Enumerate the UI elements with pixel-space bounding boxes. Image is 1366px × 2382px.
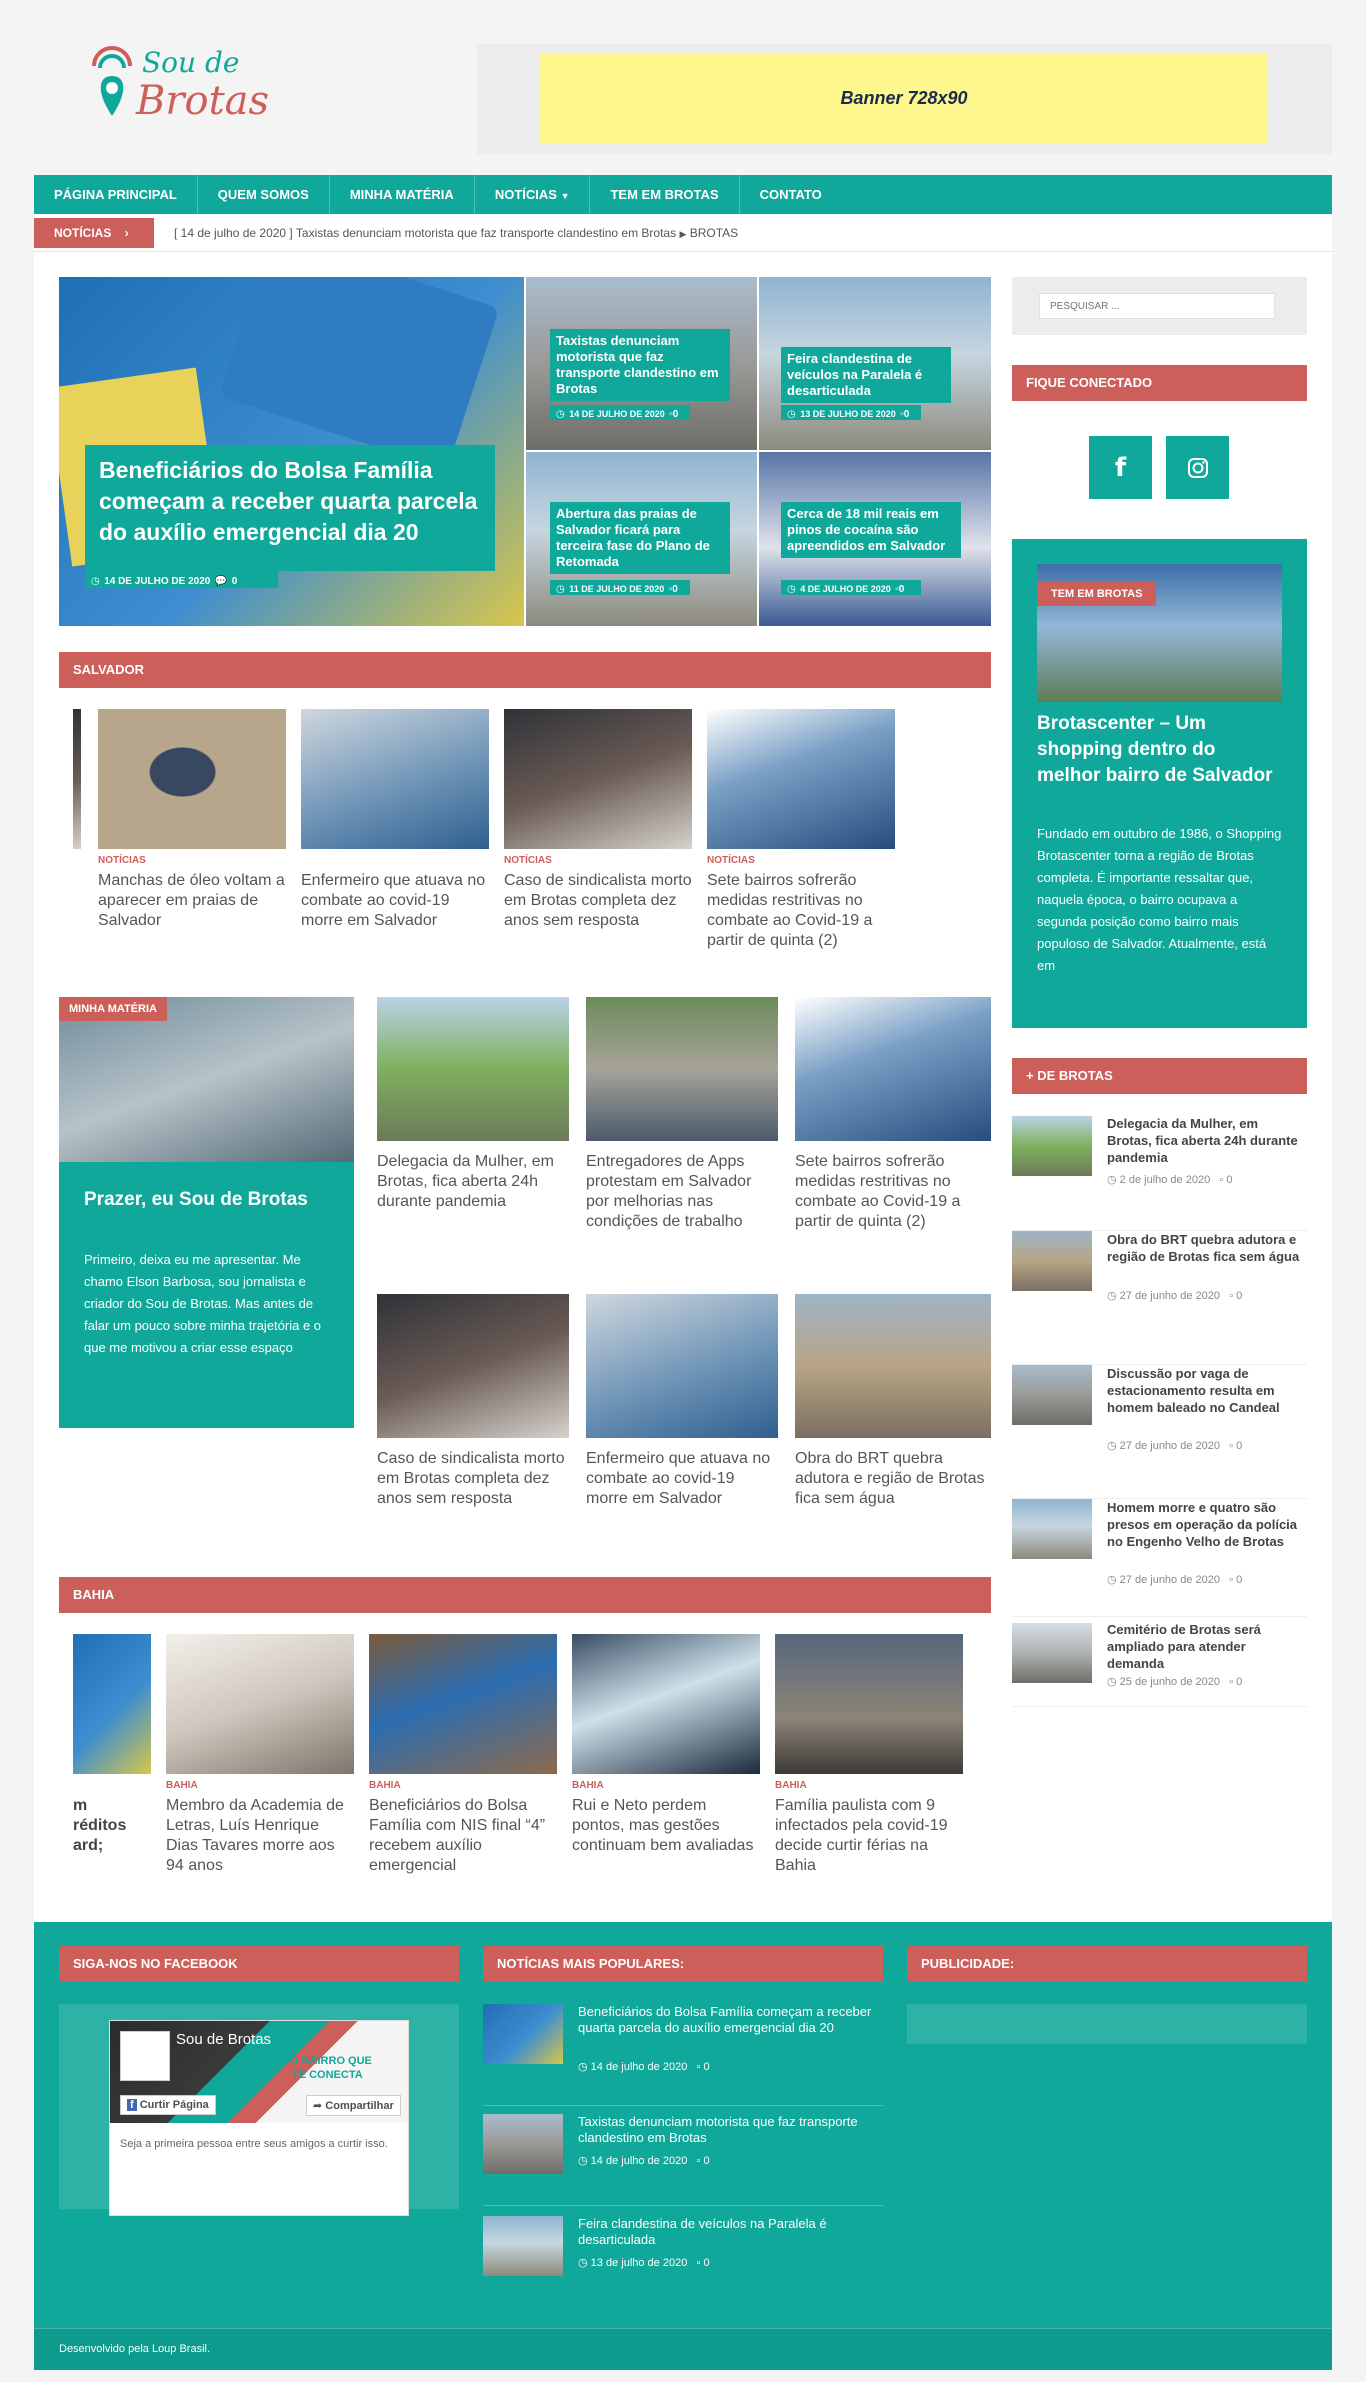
feature-image — [1037, 564, 1282, 702]
location-pin-icon — [84, 42, 140, 120]
clock-icon: ◷ — [91, 576, 100, 587]
hero-grid-date: 4 DE JULHO DE 2020 — [800, 584, 891, 594]
hero-grid-meta — [550, 405, 690, 420]
fb-slogan-2: TE CONECTA — [292, 2069, 363, 2081]
comment-icon: ▫ — [696, 2257, 701, 2269]
social-box — [1012, 410, 1307, 510]
salvador-carousel — [73, 709, 978, 959]
article-category: BAHIA — [572, 1780, 604, 1791]
article-category: BAHIA — [369, 1780, 401, 1791]
minha-materia-grid — [377, 997, 991, 1537]
sidebar-list-item[interactable] — [1012, 1499, 1307, 1617]
article-comments: 0 — [1226, 1174, 1233, 1186]
nav-noticias-label: NOTÍCIAS — [494, 187, 557, 202]
comment-icon: ▫ — [696, 2061, 701, 2073]
facebook-widget-box — [59, 2004, 459, 2209]
comment-icon: ▫ — [668, 584, 673, 595]
popular-item[interactable] — [483, 2004, 883, 2106]
section-heading-bahia — [59, 1577, 991, 1613]
feature-excerpt: Primeiro, deixa eu me apresentar. Me chamo Elson Barbosa, sou jornalista e criador do Sou de Brotas. Mas antes de falar um pouco sobre minha trajetória e o que me motivou a criar esse espaço — [84, 1252, 322, 1355]
article-category: NOTÍCIAS — [98, 855, 146, 866]
sidebar-more-list — [1012, 1113, 1307, 1713]
nav-minha-materia[interactable]: MINHA MATÉRIA — [330, 175, 475, 214]
clock-icon: ◷ — [556, 409, 565, 420]
article-comments: 0 — [1236, 1290, 1243, 1302]
article-category: NOTÍCIAS — [504, 855, 552, 866]
hero-grid-comments: 0 — [672, 409, 679, 420]
article-title: Cemitério de Brotas será ampliado para atender demanda — [1107, 1622, 1261, 1671]
instagram-button[interactable] — [1166, 436, 1229, 499]
site-logo[interactable] — [84, 42, 324, 132]
article-image — [572, 1634, 760, 1774]
footer — [34, 1922, 1332, 2328]
article-comments: 0 — [1236, 1676, 1243, 1688]
article-thumb — [483, 2216, 563, 2276]
sidebar-more-heading-text: + DE BROTAS — [1026, 1068, 1113, 1083]
section-heading-text: BAHIA — [73, 1587, 115, 1602]
footer-ads-heading — [907, 1946, 1307, 1982]
hero-main-title-text: Beneficiários do Bolsa Família começam a receber quarta parcela do auxílio emergencial dia 20 — [99, 457, 478, 545]
sidebar-list-item[interactable] — [1012, 1365, 1307, 1499]
article-date: 14 de julho de 2020 — [590, 2061, 688, 2073]
hero-main-title — [85, 445, 495, 571]
article-title: Beneficiários do Bolsa Família começam a receber quarta parcela do auxílio emergencial dia 20 — [578, 2004, 872, 2035]
comment-icon: ▫ — [669, 409, 673, 420]
hero-main[interactable] — [59, 277, 524, 626]
article-thumb — [1012, 1116, 1092, 1176]
banner-label: Banner 728x90 — [840, 87, 968, 108]
comment-icon: ▫ — [1229, 1290, 1234, 1302]
article-date: 27 de junho de 2020 — [1119, 1290, 1220, 1302]
hero-grid-item[interactable] — [759, 277, 991, 450]
hero-grid-title — [781, 502, 961, 558]
article-category: BAHIA — [775, 1780, 807, 1791]
popular-list — [483, 2004, 883, 2304]
article-comments: 0 — [703, 2155, 710, 2167]
article-meta — [1107, 1675, 1242, 1688]
article-title: Discussão por vaga de estacionamento resulta em homem baleado no Candeal — [1107, 1366, 1280, 1415]
article-image — [73, 1634, 151, 1774]
comment-icon: ▫ — [1229, 1574, 1234, 1586]
clock-icon: ◷ — [787, 584, 796, 595]
hero-grid-title-text: Taxistas denunciam motorista que faz transporte clandestino em Brotas — [556, 333, 719, 396]
clock-icon: ◷ — [1107, 1290, 1117, 1302]
comment-icon: 💬 — [214, 576, 228, 587]
article-title: Sete bairros sofrerão medidas restritivas no combate ao Covid-19 a partir de quinta (2) — [795, 1153, 961, 1230]
article-thumb — [483, 2114, 563, 2174]
article-title: Obra do BRT quebra adutora e região de Brotas fica sem água — [1107, 1232, 1300, 1264]
article-title: Feira clandestina de veículos na Paralela é desarticulada — [578, 2216, 827, 2247]
article-meta — [578, 2154, 710, 2167]
fb-page-avatar — [120, 2031, 170, 2081]
ticker-label — [34, 218, 154, 248]
instagram-icon — [1187, 457, 1209, 479]
comment-icon: ▫ — [1219, 1174, 1224, 1186]
article-title: Caso de sindicalista morto em Brotas completa dez anos sem resposta — [504, 872, 692, 929]
facebook-page-plugin[interactable] — [109, 2020, 409, 2216]
fb-like-button[interactable] — [120, 2095, 216, 2115]
article-image — [98, 709, 286, 849]
logo-line-1: Sou de — [142, 46, 240, 79]
clock-icon: ◷ — [578, 2061, 588, 2073]
nav-about[interactable]: QUEM SOMOS — [198, 175, 330, 214]
article-date: 14 de julho de 2020 — [590, 2155, 688, 2167]
clock-icon: ◷ — [556, 584, 565, 595]
hero-grid-item[interactable] — [526, 452, 757, 626]
clock-icon: ◷ — [1107, 1440, 1117, 1452]
article-image — [707, 709, 895, 849]
article-image — [369, 1634, 557, 1774]
article-title: Rui e Neto perdem pontos, mas gestões continuam bem avaliadas — [572, 1797, 754, 1854]
hero-grid-title — [781, 347, 951, 403]
sidebar-list-item[interactable] — [1012, 1617, 1307, 1707]
feature-title: Prazer, eu Sou de Brotas — [84, 1189, 308, 1210]
article-image — [586, 1294, 778, 1438]
article-title: Homem morre e quatro são presos em operação da polícia no Engenho Velho de Brotas — [1107, 1500, 1298, 1549]
hero-grid-date: 14 DE JULHO DE 2020 — [569, 409, 665, 419]
hero-grid-comments: 0 — [672, 584, 678, 595]
article-title: Sete bairros sofrerão medidas restritivas no combate ao Covid-19 a partir de quinta (2) — [707, 872, 873, 949]
article-title: Entregadores de Apps protestam em Salvador por melhorias nas condições de trabalho — [586, 1153, 752, 1230]
article-meta — [1107, 1439, 1242, 1452]
hero-main-date: 14 DE JULHO DE 2020 — [104, 576, 211, 587]
article-thumb — [1012, 1231, 1092, 1291]
hero-main-meta — [85, 571, 278, 588]
article-meta — [1107, 1573, 1242, 1586]
article-title: Delegacia da Mulher, em Brotas, fica aberta 24h durante pandemia — [377, 1153, 554, 1210]
article-title: Enfermeiro que atuava no combate ao covid-19 morre em Salvador — [301, 872, 486, 929]
sidebar-connect-heading — [1012, 365, 1307, 401]
article-title: Beneficiários do Bolsa Família com NIS final “4” recebem auxílio emergencial — [369, 1797, 546, 1874]
ticker-label-text: NOTÍCIAS — [54, 226, 112, 240]
sidebar-list-item[interactable] — [1012, 1113, 1307, 1231]
footer-facebook-heading — [59, 1946, 459, 1982]
hero-grid-item[interactable] — [526, 277, 757, 450]
hero-grid-title-text: Abertura das praias de Salvador ficará para terceira fase do Plano de Retomada — [556, 506, 710, 569]
article-title: m réditos ard; — [73, 1797, 127, 1854]
hero-grid-date: 13 DE JULHO DE 2020 — [800, 409, 896, 419]
banner-slot — [477, 44, 1332, 154]
popular-item[interactable] — [483, 2216, 883, 2296]
article-title: Família paulista com 9 infectados pela covid-19 decide curtir férias na Bahia — [775, 1797, 948, 1874]
sidebar-feature[interactable] — [1012, 539, 1307, 1028]
ticker-headline: Taxistas denunciam motorista que faz transporte clandestino em Brotas — [295, 226, 677, 240]
article-image — [586, 997, 778, 1141]
footer-popular-heading-text: NOTÍCIAS MAIS POPULARES: — [497, 1956, 685, 1971]
minha-materia-feature[interactable] — [59, 997, 354, 1428]
article-image — [504, 709, 692, 849]
article-comments: 0 — [703, 2257, 710, 2269]
hero-grid-meta — [550, 580, 690, 595]
section-heading-text: SALVADOR — [73, 662, 145, 677]
carousel-edge-image — [73, 709, 81, 849]
article-image — [377, 997, 569, 1141]
article-image — [795, 1294, 991, 1438]
sidebar-more-heading — [1012, 1058, 1307, 1094]
fb-page-name: Sou de Brotas — [176, 2031, 272, 2048]
article-title: Enfermeiro que atuava no combate ao covid-19 morre em Salvador — [586, 1450, 771, 1507]
comment-icon: ▫ — [696, 2155, 701, 2167]
clock-icon: ◷ — [1107, 1174, 1117, 1186]
ticker-date: [ 14 de julho de 2020 ] — [174, 226, 293, 240]
footer-ad-slot — [907, 2004, 1307, 2044]
comment-icon: ▫ — [895, 584, 899, 595]
footer-credit: Desenvolvido pela Loup Brasil. — [59, 2343, 211, 2355]
article-meta — [1107, 1173, 1232, 1186]
clock-icon: ◷ — [787, 409, 796, 420]
clock-icon: ◷ — [1107, 1574, 1117, 1586]
feature-image — [59, 997, 354, 1162]
hero-grid-date: 11 DE JULHO DE 2020 — [569, 584, 665, 594]
ticker-tag: BROTAS — [689, 226, 739, 240]
nav-noticias[interactable] — [475, 175, 591, 214]
sidebar-connect-heading-text: FIQUE CONECTADO — [1026, 375, 1153, 390]
hero-grid-meta — [781, 580, 921, 595]
clock-icon: ◷ — [1107, 1676, 1117, 1688]
clock-icon: ◷ — [578, 2155, 588, 2167]
hero-grid-comments: 0 — [898, 584, 905, 595]
bahia-carousel — [73, 1634, 978, 1884]
article-image — [795, 997, 991, 1141]
popular-item[interactable] — [483, 2114, 883, 2206]
caret-right-icon: ▶ — [679, 229, 687, 239]
article-image — [301, 709, 489, 849]
main-nav — [34, 175, 1332, 214]
article-meta — [578, 2256, 710, 2269]
clock-icon: ◷ — [578, 2257, 588, 2269]
article-thumb — [483, 2004, 563, 2064]
article-date: 13 de julho de 2020 — [590, 2257, 688, 2269]
feature-excerpt: Fundado em outubro de 1986, o Shopping Brotascenter torna a região de Brotas completa. É importante ressaltar que, naquela época, o bairro ocupava a segunda posição como bairro mais populoso de Salvador. Atualmente, está em — [1037, 826, 1282, 973]
banner-ad[interactable] — [540, 53, 1268, 143]
feature-tag: TEM EM BROTAS — [1037, 582, 1156, 606]
facebook-icon: f — [127, 2099, 137, 2111]
chevron-right-icon: › — [124, 226, 129, 240]
article-comments: 0 — [1236, 1440, 1243, 1452]
fb-friends-text: Seja a primeira pessoa entre seus amigos a curtir isso. — [120, 2138, 388, 2150]
article-date: 27 de junho de 2020 — [1119, 1440, 1220, 1452]
hero-grid-title — [550, 329, 730, 401]
nav-tem-em-brotas[interactable]: TEM EM BROTAS — [590, 175, 739, 214]
article-date: 25 de junho de 2020 — [1119, 1676, 1220, 1688]
sidebar-search-box — [1012, 277, 1307, 335]
article-thumb — [1012, 1499, 1092, 1559]
footer-bottom-bar — [34, 2328, 1332, 2370]
facebook-button[interactable] — [1089, 436, 1152, 499]
fb-share-label: Compartilhar — [325, 2100, 394, 2112]
article-category: BAHIA — [166, 1780, 198, 1791]
article-meta — [1107, 1289, 1242, 1302]
article-date: 2 de julho de 2020 — [1119, 1174, 1211, 1186]
article-title: Obra do BRT quebra adutora e região de Brotas fica sem água — [795, 1450, 985, 1507]
feature-tag: MINHA MATÉRIA — [59, 997, 167, 1021]
ticker-content[interactable] — [174, 218, 738, 248]
article-title: Membro da Academia de Letras, Luís Henrique Dias Tavares morre aos 94 anos — [166, 1797, 344, 1874]
nav-contato[interactable]: CONTATO — [759, 187, 822, 202]
comment-icon: ▫ — [1229, 1676, 1234, 1688]
article-date: 27 de junho de 2020 — [1119, 1574, 1220, 1586]
hero-grid-meta — [781, 405, 921, 420]
hero-grid-comments: 0 — [903, 409, 910, 420]
feature-title: Brotascenter – Um shopping dentro do melhor bairro de Salvador — [1037, 713, 1273, 786]
hero-grid-title-text: Feira clandestina de veículos na Paralela é desarticulada — [787, 351, 923, 398]
logo-line-2: Brotas — [136, 78, 270, 124]
article-image — [775, 1634, 963, 1774]
comment-icon: ▫ — [900, 409, 904, 420]
footer-ads-heading-text: PUBLICIDADE: — [921, 1956, 1015, 1971]
fb-share-button[interactable] — [306, 2095, 401, 2116]
hero-grid-title-text: Cerca de 18 mil reais em pinos de cocaína são apreendidos em Salvador — [787, 506, 946, 553]
article-category: NOTÍCIAS — [707, 855, 755, 866]
site-header — [34, 30, 1332, 170]
article-image — [166, 1634, 354, 1774]
article-thumb — [1012, 1623, 1092, 1683]
article-comments: 0 — [703, 2061, 710, 2073]
fb-slogan-1: O BAIRRO QUE — [290, 2055, 372, 2067]
footer-popular-heading — [483, 1946, 883, 1982]
article-title: Delegacia da Mulher, em Brotas, fica aberta 24h durante pandemia — [1107, 1116, 1298, 1165]
article-title: Taxistas denunciam motorista que faz transporte clandestino em Brotas — [578, 2114, 858, 2145]
section-heading-salvador — [59, 652, 991, 688]
hero-grid — [59, 277, 991, 626]
hero-grid-title — [550, 502, 730, 574]
comment-icon: ▫ — [1229, 1440, 1234, 1452]
fb-like-label: Curtir Página — [139, 2099, 209, 2111]
article-title: Caso de sindicalista morto em Brotas completa dez anos sem resposta — [377, 1450, 565, 1507]
card-graphic — [219, 277, 500, 470]
facebook-icon: f — [1114, 452, 1127, 483]
nav-home[interactable]: PÁGINA PRINCIPAL — [34, 175, 198, 214]
share-icon: ➦ — [313, 2100, 323, 2112]
article-meta — [578, 2060, 710, 2073]
search-input[interactable] — [1039, 293, 1275, 319]
hero-grid-item[interactable] — [759, 452, 991, 626]
article-comments: 0 — [1236, 1574, 1243, 1586]
hero-main-comments: 0 — [231, 576, 238, 587]
chevron-down-icon: ▼ — [560, 191, 570, 201]
article-image — [377, 1294, 569, 1438]
footer-facebook-heading-text: SIGA-NOS NO FACEBOOK — [73, 1956, 238, 1971]
article-title: Manchas de óleo voltam a aparecer em praias de Salvador — [98, 872, 285, 929]
sidebar-list-item[interactable] — [1012, 1231, 1307, 1365]
news-ticker — [34, 214, 1332, 252]
article-thumb — [1012, 1365, 1092, 1425]
